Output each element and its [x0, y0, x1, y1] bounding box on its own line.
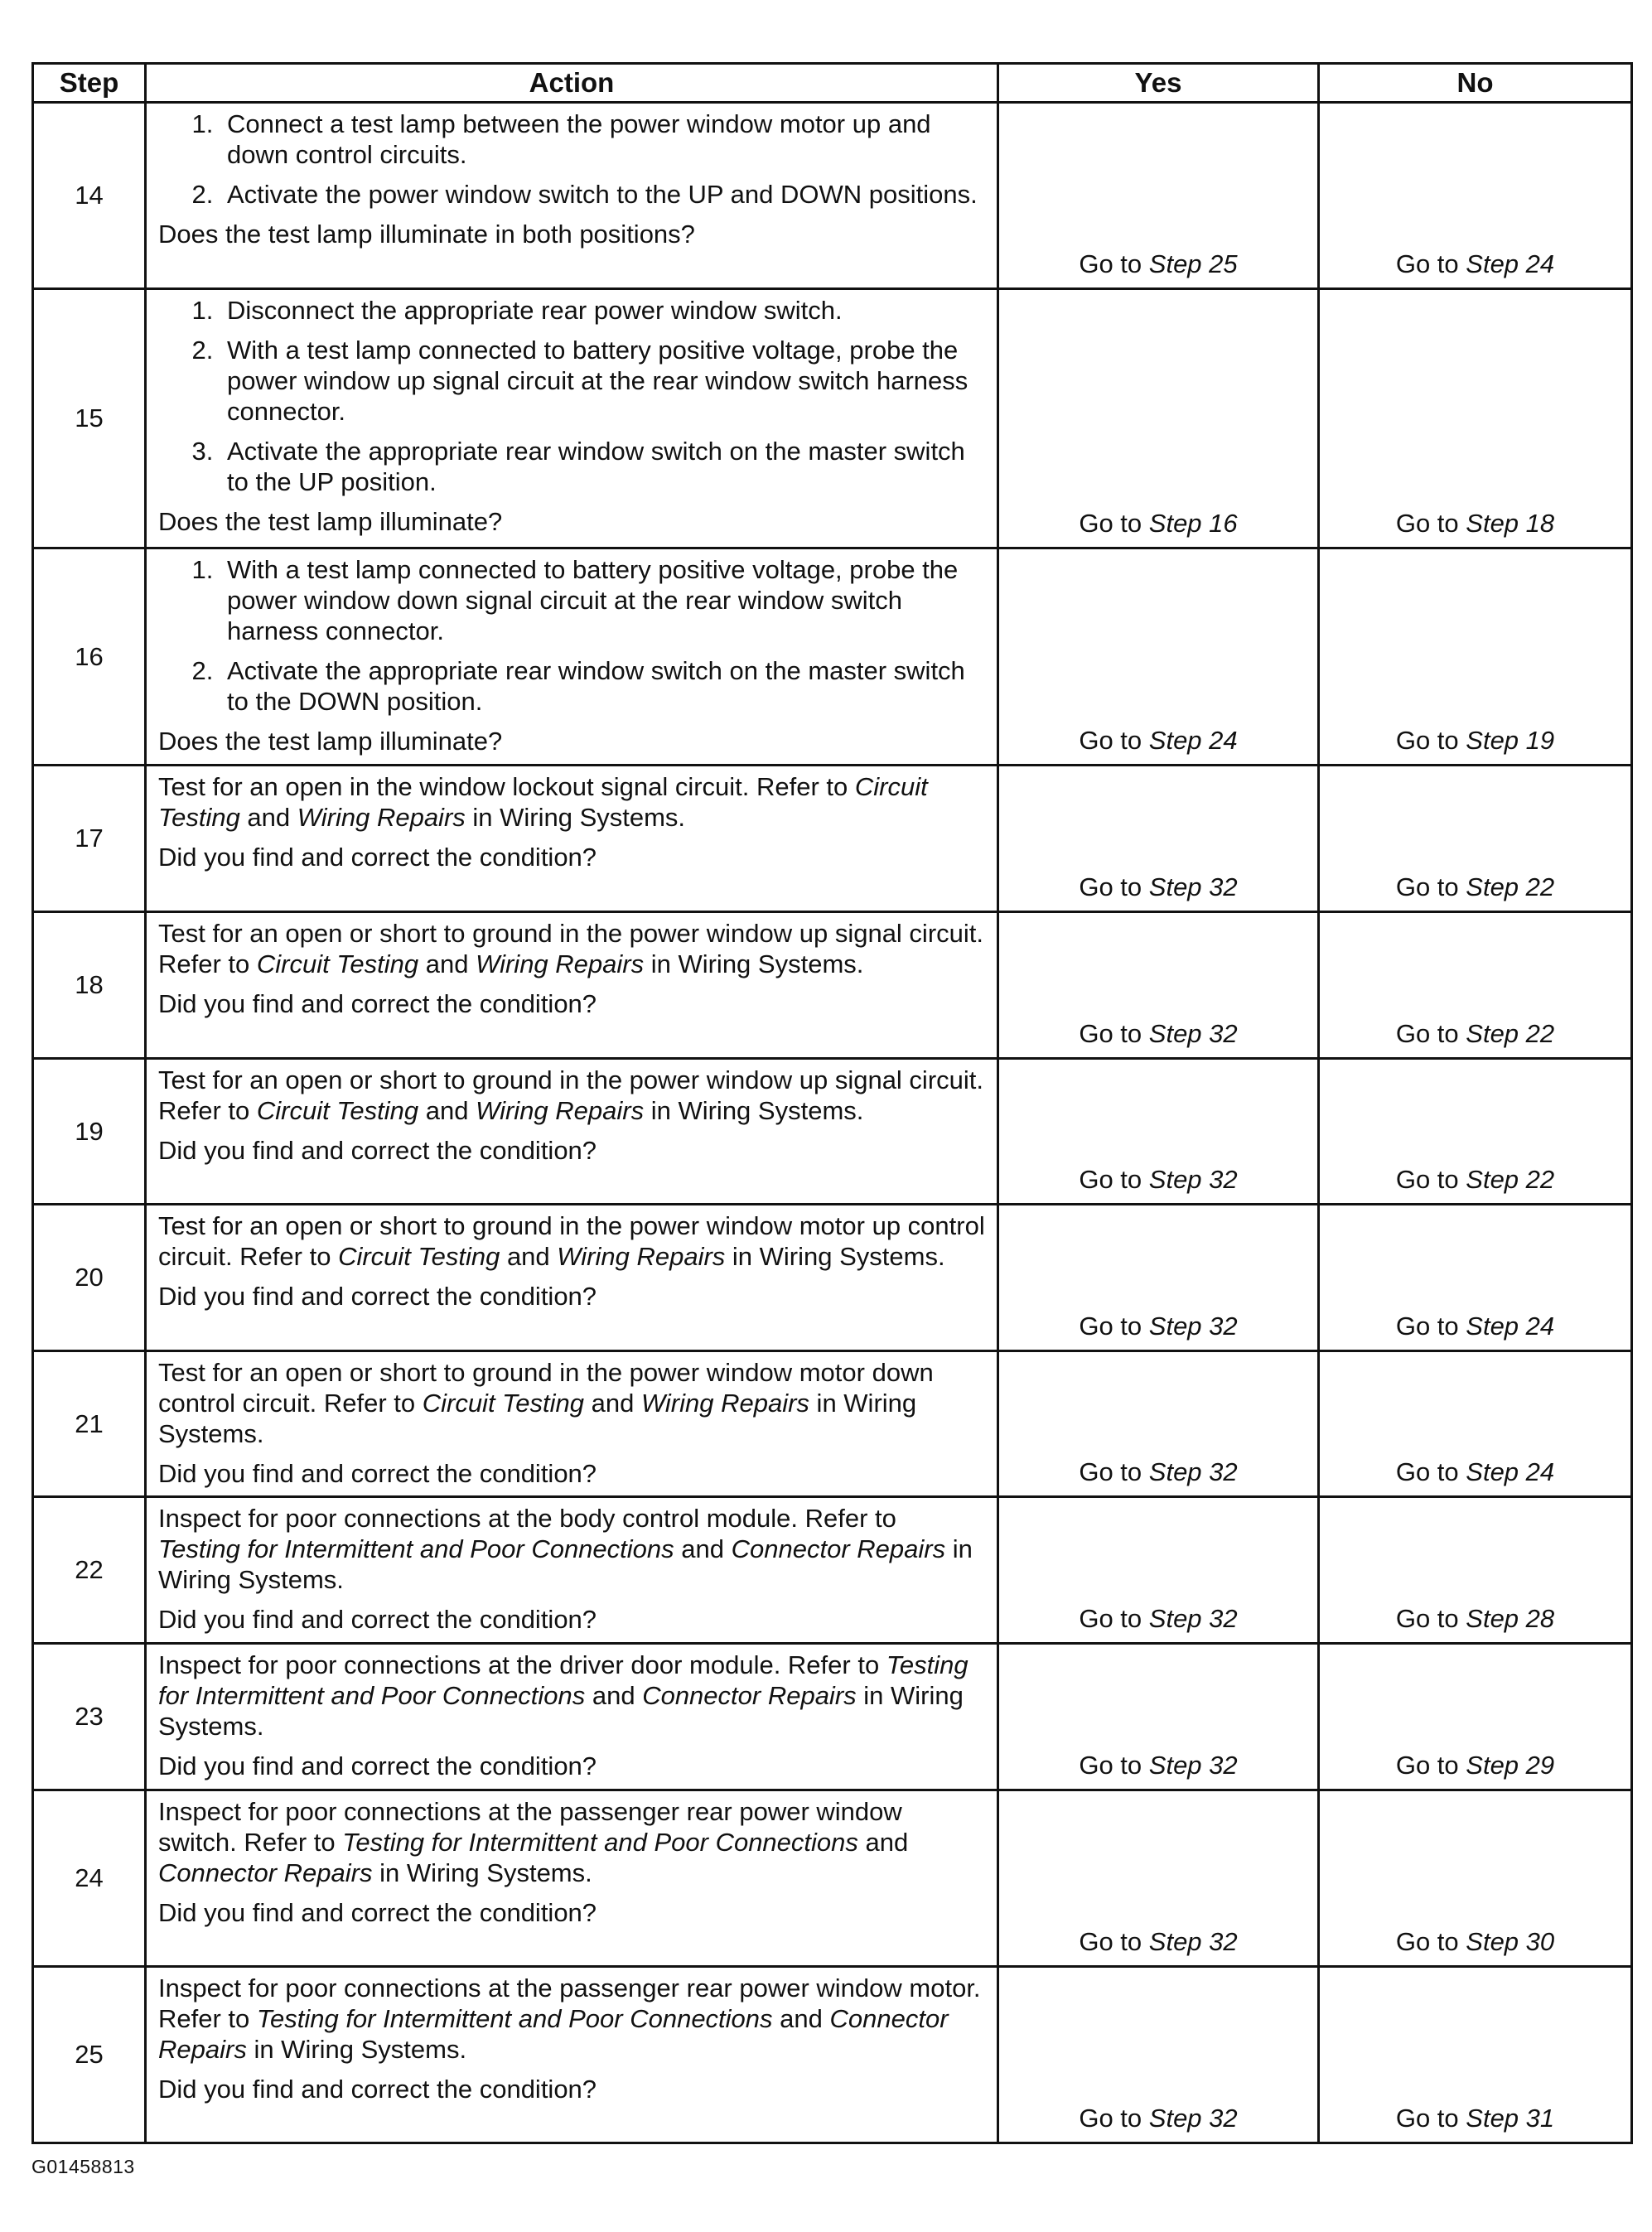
yes-result-cell: [998, 548, 1319, 766]
header-yes: Yes: [998, 64, 1319, 103]
action-content: [147, 1498, 997, 1641]
instruction-text: in Wiring Systems.: [465, 803, 686, 832]
goto-label: Go to: [1079, 2104, 1142, 2133]
reference-title: Wiring Repairs: [476, 949, 645, 978]
header-row: [33, 64, 1632, 103]
no-result-cell: [1319, 766, 1632, 912]
yes-target-step: Step 25: [1148, 249, 1238, 278]
figure-id: G01458813: [31, 2156, 135, 2177]
goto-label: Go to: [1395, 1457, 1459, 1486]
yes-result-cell: [998, 103, 1319, 289]
reference-title: Circuit Testing: [256, 949, 419, 978]
instruction-text: and: [418, 949, 476, 978]
instruction-text: and: [239, 803, 297, 832]
instruction-text: Inspect for poor connections at the driver door module. Refer to: [158, 1650, 886, 1679]
no-target-step: Step 31: [1466, 2104, 1555, 2133]
action-question: Did you find and correct the condition?: [158, 1282, 597, 1311]
yes-target-step: Step 32: [1148, 1165, 1238, 1194]
yes-target-step: Step 32: [1148, 872, 1238, 901]
no-target-step: Step 22: [1466, 872, 1555, 901]
step-number: 21: [33, 1351, 146, 1497]
yes-target-step: Step 32: [1148, 1457, 1238, 1486]
reference-title: Connector Repairs: [731, 1534, 946, 1563]
reference-title: Testing for Intermittent and Poor Connections: [158, 1650, 968, 1710]
instruction-text: in Wiring Systems.: [644, 1096, 864, 1125]
step-number: 18: [33, 912, 146, 1059]
action-content: [147, 1205, 997, 1318]
reference-title: Circuit Testing: [338, 1242, 500, 1271]
table-row: [33, 1790, 1632, 1967]
reference-title: Connector Repairs: [642, 1681, 857, 1710]
yes-target-step: Step 32: [1148, 1019, 1238, 1048]
action-question: Did you find and correct the condition?: [158, 2075, 597, 2104]
action-question: Did you find and correct the condition?: [158, 1898, 597, 1927]
reference-title: Testing for Intermittent and Poor Connections: [342, 1828, 858, 1857]
no-result-cell: [1319, 1059, 1632, 1205]
reference-title: Wiring Repairs: [557, 1242, 726, 1271]
action-step-item: 2. With a test lamp connected to battery positive voltage, probe the power window up signal circuit at the rear window switch harness connector.: [220, 335, 985, 427]
yes-result-cell: [998, 1497, 1319, 1644]
no-result-cell: [1319, 1351, 1632, 1497]
instruction-text: Inspect for poor connections at the passenger rear power window motor. Refer to: [158, 1974, 981, 2033]
no-result-cell: [1319, 1205, 1632, 1351]
action-step-item: 1. Disconnect the appropriate rear power window switch.: [220, 295, 985, 326]
instruction-text: and: [585, 1681, 643, 1710]
action-step-item: 1. Connect a test lamp between the power window motor up and down control circuits.: [220, 109, 985, 170]
reference-title: Testing for Intermittent and Poor Connections: [158, 1534, 674, 1563]
action-question: Does the test lamp illuminate?: [158, 727, 503, 756]
instruction-text: Test for an open or short to ground in the power window up signal circuit. Refer to: [158, 1065, 983, 1125]
instruction-text: and: [674, 1534, 732, 1563]
action-content: [147, 1060, 997, 1172]
no-result-cell: [1319, 1497, 1632, 1644]
no-target-step: Step 28: [1466, 1604, 1555, 1633]
action-question: Did you find and correct the condition?: [158, 1605, 597, 1634]
instruction-text: Test for an open or short to ground in the power window up signal circuit. Refer to: [158, 919, 983, 978]
action-step-item: 2. Activate the power window switch to the UP and DOWN positions.: [220, 179, 985, 210]
table-row: [33, 289, 1632, 548]
goto-label: Go to: [1079, 1604, 1142, 1633]
action-question: Did you find and correct the condition?: [158, 1459, 597, 1488]
yes-result-cell: [998, 766, 1319, 912]
no-target-step: Step 18: [1466, 509, 1555, 538]
goto-label: Go to: [1079, 1751, 1142, 1780]
action-instruction: [158, 771, 985, 833]
instruction-text: in Wiring Systems.: [372, 1858, 592, 1887]
action-question: Did you find and correct the condition?: [158, 1751, 597, 1780]
goto-label: Go to: [1395, 1165, 1459, 1194]
instruction-text: and: [772, 2004, 830, 2033]
yes-result-cell: [998, 1059, 1319, 1205]
action-steps-list: [158, 109, 985, 210]
step-number: 20: [33, 1205, 146, 1351]
yes-target-step: Step 32: [1148, 1927, 1238, 1956]
action-cell: [146, 289, 998, 548]
no-result-cell: [1319, 1790, 1632, 1967]
action-question: Did you find and correct the condition?: [158, 843, 597, 872]
table-row: [33, 548, 1632, 766]
instruction-text: in Wiring Systems.: [158, 1534, 973, 1594]
no-target-step: Step 29: [1466, 1751, 1555, 1780]
reference-title: Connector Repairs: [158, 1858, 373, 1887]
yes-target-step: Step 32: [1148, 1312, 1238, 1341]
yes-result-cell: [998, 1205, 1319, 1351]
goto-label: Go to: [1079, 1019, 1142, 1048]
no-result-cell: [1319, 1967, 1632, 2143]
yes-result-cell: [998, 289, 1319, 548]
action-cell: [146, 1790, 998, 1967]
goto-label: Go to: [1395, 1604, 1459, 1633]
no-target-step: Step 22: [1466, 1019, 1555, 1048]
action-instruction: [158, 1973, 985, 2065]
instruction-text: in Wiring Systems.: [725, 1242, 945, 1271]
reference-title: Circuit Testing: [422, 1389, 584, 1418]
action-instruction: [158, 1357, 985, 1449]
action-question: Did you find and correct the condition?: [158, 989, 597, 1018]
step-number: 16: [33, 548, 146, 766]
header-step: Step: [33, 64, 146, 103]
action-instruction: [158, 918, 985, 979]
no-result-cell: [1319, 1644, 1632, 1790]
instruction-text: Inspect for poor connections at the body control module. Refer to: [158, 1504, 896, 1533]
yes-target-step: Step 32: [1148, 2104, 1238, 2133]
reference-title: Testing for Intermittent and Poor Connections: [256, 2004, 773, 2033]
goto-label: Go to: [1395, 872, 1459, 901]
no-target-step: Step 24: [1466, 1312, 1555, 1341]
table-row: [33, 1644, 1632, 1790]
action-instruction: [158, 1796, 985, 1888]
table-body: [33, 103, 1632, 2143]
no-target-step: Step 30: [1466, 1927, 1555, 1956]
action-content: [147, 1352, 997, 1495]
yes-target-step: Step 24: [1148, 726, 1238, 755]
action-steps-list: [158, 554, 985, 717]
yes-result-cell: [998, 1644, 1319, 1790]
action-instruction: [158, 1650, 985, 1742]
no-target-step: Step 22: [1466, 1165, 1555, 1194]
no-target-step: Step 19: [1466, 726, 1555, 755]
yes-target-step: Step 32: [1148, 1751, 1238, 1780]
action-content: [147, 1791, 997, 1935]
diagnostic-table: [31, 62, 1633, 2144]
goto-label: Go to: [1079, 1457, 1142, 1486]
instruction-text: and: [857, 1828, 909, 1857]
goto-label: Go to: [1079, 1312, 1142, 1341]
yes-target-step: Step 16: [1148, 509, 1238, 538]
action-content: [147, 549, 997, 763]
action-cell: [146, 1644, 998, 1790]
instruction-text: and: [583, 1389, 641, 1418]
action-instruction: [158, 1210, 985, 1272]
action-cell: [146, 1351, 998, 1497]
action-cell: [146, 1205, 998, 1351]
action-instruction: [158, 1503, 985, 1595]
reference-title: Wiring Repairs: [476, 1096, 645, 1125]
step-number: 25: [33, 1967, 146, 2143]
step-number: 15: [33, 289, 146, 548]
instruction-text: in Wiring Systems.: [644, 949, 864, 978]
no-result-cell: [1319, 912, 1632, 1059]
action-question: Does the test lamp illuminate in both positions?: [158, 220, 695, 249]
action-cell: [146, 548, 998, 766]
table-row: [33, 1497, 1632, 1644]
goto-label: Go to: [1079, 509, 1142, 538]
step-number: 23: [33, 1644, 146, 1790]
table-row: [33, 1059, 1632, 1205]
instruction-text: Inspect for poor connections at the passenger rear power window switch. Refer to: [158, 1797, 902, 1857]
no-result-cell: [1319, 548, 1632, 766]
action-content: [147, 766, 997, 879]
yes-result-cell: [998, 1351, 1319, 1497]
action-cell: [146, 1967, 998, 2143]
goto-label: Go to: [1079, 1165, 1142, 1194]
goto-label: Go to: [1395, 726, 1459, 755]
yes-target-step: Step 32: [1148, 1604, 1238, 1633]
instruction-text: in Wiring Systems.: [246, 2035, 467, 2064]
yes-result-cell: [998, 1967, 1319, 2143]
no-result-cell: [1319, 103, 1632, 289]
table-row: [33, 766, 1632, 912]
reference-title: Wiring Repairs: [297, 803, 466, 832]
action-content: [147, 1645, 997, 1788]
goto-label: Go to: [1395, 1312, 1459, 1341]
action-step-item: 2. Activate the appropriate rear window switch on the master switch to the DOWN position.: [220, 655, 985, 717]
table-row: [33, 1205, 1632, 1351]
goto-label: Go to: [1395, 1927, 1459, 1956]
no-target-step: Step 24: [1466, 249, 1555, 278]
goto-label: Go to: [1079, 1927, 1142, 1956]
goto-label: Go to: [1079, 249, 1142, 278]
action-cell: [146, 766, 998, 912]
goto-label: Go to: [1395, 2104, 1459, 2133]
action-cell: [146, 912, 998, 1059]
goto-label: Go to: [1079, 872, 1142, 901]
goto-label: Go to: [1395, 1751, 1459, 1780]
instruction-text: in Wiring Systems.: [158, 1681, 964, 1741]
reference-title: Circuit Testing: [256, 1096, 419, 1125]
reference-title: Wiring Repairs: [640, 1389, 809, 1418]
table-row: [33, 1967, 1632, 2143]
instruction-text: Test for an open or short to ground in the power window motor down control circuit. Refer to: [158, 1358, 934, 1418]
action-cell: [146, 103, 998, 289]
action-step-item: 1. With a test lamp connected to battery positive voltage, probe the power window down signal circuit at the rear window switch harness connector.: [220, 554, 985, 646]
action-instruction: [158, 1065, 985, 1126]
no-target-step: Step 24: [1466, 1457, 1555, 1486]
no-result-cell: [1319, 289, 1632, 548]
table-row: [33, 912, 1632, 1059]
instruction-text: in Wiring Systems.: [158, 1389, 917, 1448]
reference-title: Connector Repairs: [158, 2004, 949, 2064]
instruction-text: and: [418, 1096, 476, 1125]
instruction-text: Test for an open in the window lockout signal circuit. Refer to: [158, 772, 855, 801]
step-number: 19: [33, 1059, 146, 1205]
table-row: [33, 103, 1632, 289]
header-no: No: [1319, 64, 1632, 103]
goto-label: Go to: [1079, 726, 1142, 755]
table-row: [33, 1351, 1632, 1497]
step-number: 24: [33, 1790, 146, 1967]
yes-result-cell: [998, 912, 1319, 1059]
yes-result-cell: [998, 1790, 1319, 1967]
action-content: [147, 913, 997, 1026]
goto-label: Go to: [1395, 509, 1459, 538]
action-cell: [146, 1059, 998, 1205]
goto-label: Go to: [1395, 1019, 1459, 1048]
header-action: Action: [146, 64, 998, 103]
action-content: [147, 1968, 997, 2111]
action-content: [147, 104, 997, 256]
instruction-text: and: [500, 1242, 558, 1271]
reference-title: Circuit Testing: [158, 772, 928, 832]
action-question: Does the test lamp illuminate?: [158, 507, 503, 536]
goto-label: Go to: [1395, 249, 1459, 278]
step-number: 14: [33, 103, 146, 289]
action-cell: [146, 1497, 998, 1644]
action-content: [147, 290, 997, 544]
step-number: 17: [33, 766, 146, 912]
action-steps-list: [158, 295, 985, 497]
instruction-text: Test for an open or short to ground in the power window motor up control circuit. Refer to: [158, 1211, 985, 1271]
step-number: 22: [33, 1497, 146, 1644]
action-question: Did you find and correct the condition?: [158, 1136, 597, 1165]
action-step-item: 3. Activate the appropriate rear window switch on the master switch to the UP position.: [220, 436, 985, 497]
